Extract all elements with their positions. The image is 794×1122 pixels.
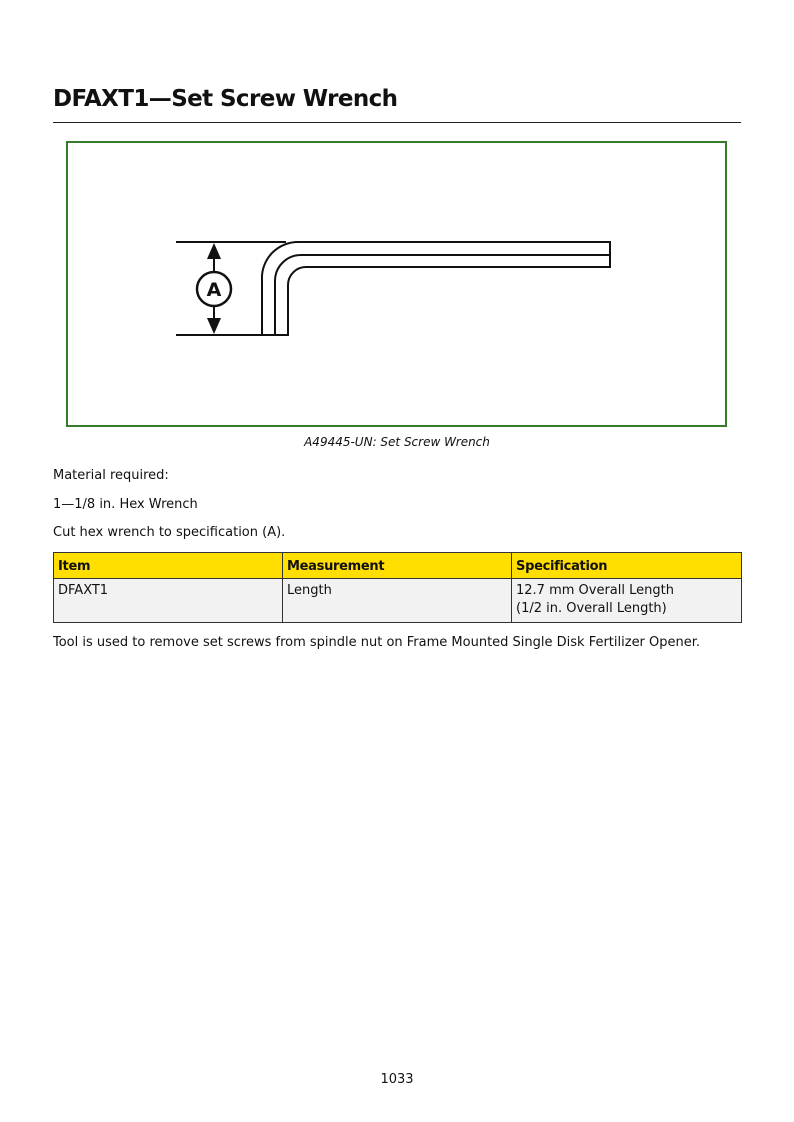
- column-header-item: Item: [54, 553, 283, 579]
- column-header-specification: Specification: [512, 553, 742, 579]
- specification-imperial: (1/2 in. Overall Length): [516, 601, 667, 616]
- hex-wrench-illustration: [68, 143, 729, 429]
- usage-note: Tool is used to remove set screws from spindle nut on Frame Mounted Single Disk Fertilizer Opener.: [53, 635, 701, 650]
- callout-label: A: [206, 279, 222, 301]
- arrow-down-icon: [207, 318, 221, 334]
- cell-specification: [512, 579, 742, 623]
- page-number: 1033: [380, 1072, 414, 1087]
- title-divider: [53, 122, 741, 123]
- arrow-up-icon: [207, 243, 221, 259]
- table-header-row: [54, 553, 742, 579]
- cell-measurement: Length: [283, 579, 512, 623]
- page-title: DFAXT1—Set Screw Wrench: [53, 86, 398, 112]
- cell-item: DFAXT1: [54, 579, 283, 623]
- material-required-label: Material required:: [53, 468, 169, 483]
- table-row: [54, 579, 742, 623]
- wrench-outline: [176, 242, 610, 335]
- column-header-measurement: Measurement: [283, 553, 512, 579]
- instruction-text: Cut hex wrench to specification (A).: [53, 525, 286, 540]
- specification-table: [53, 552, 742, 623]
- figure-frame: [66, 141, 727, 427]
- material-item: 1—1/8 in. Hex Wrench: [53, 497, 198, 512]
- figure-caption: A49445-UN: Set Screw Wrench: [304, 435, 490, 449]
- specification-metric: 12.7 mm Overall Length: [516, 583, 674, 598]
